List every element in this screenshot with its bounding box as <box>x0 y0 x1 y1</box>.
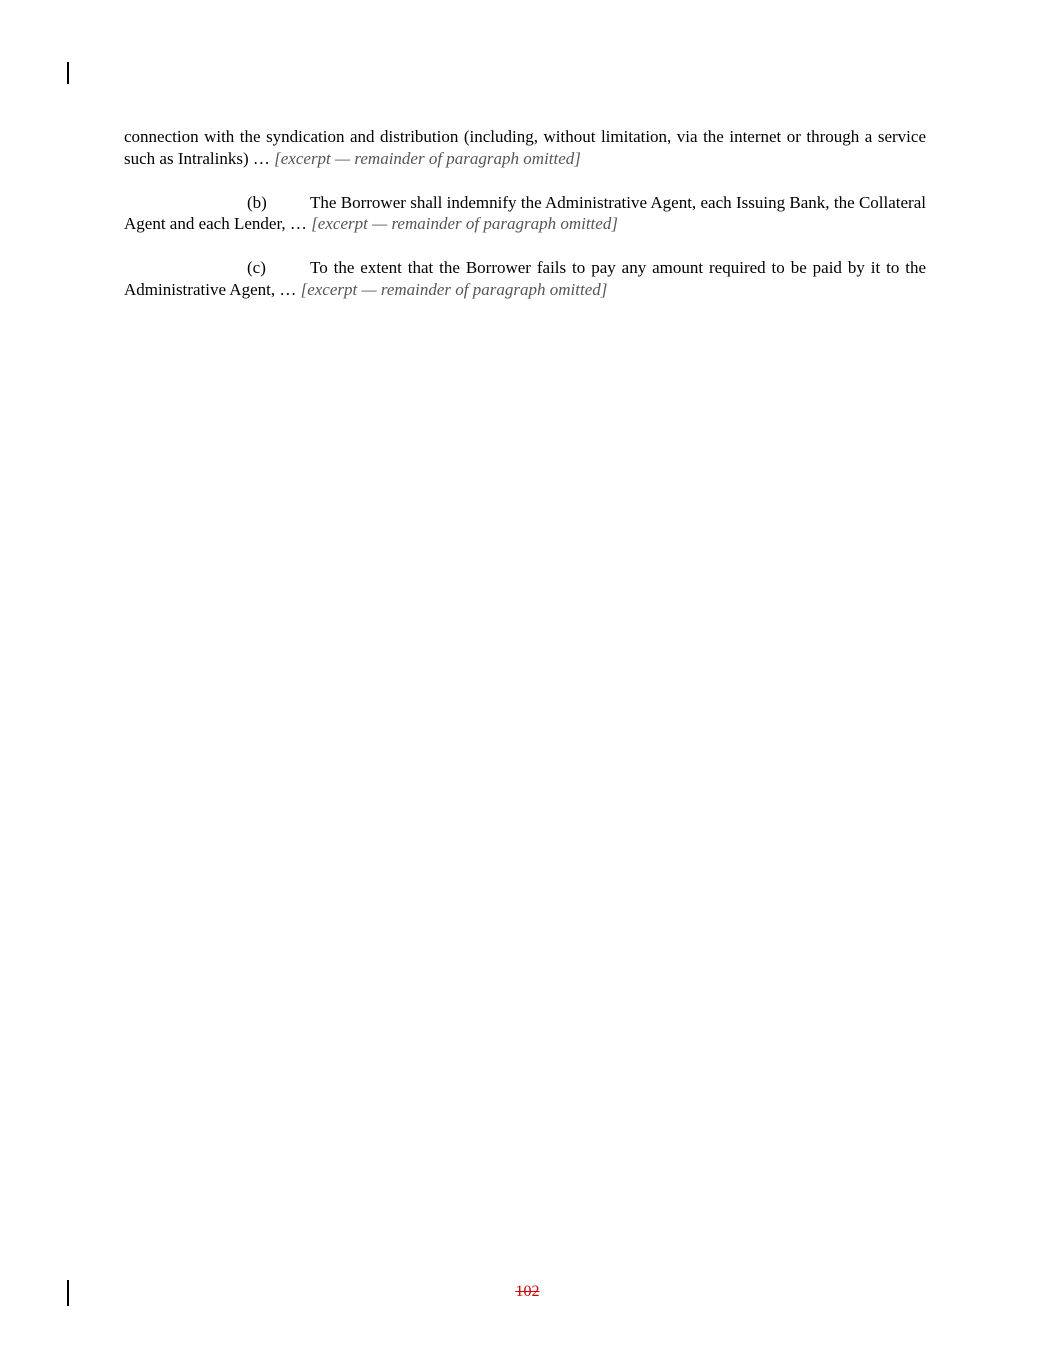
paragraph-label: (b) <box>247 192 267 212</box>
paragraph-c <box>124 257 926 301</box>
paragraph-b <box>124 192 926 236</box>
paragraph-excerpt: The Borrower shall indemnify the Administrative Agent, each Issuing Bank, the Collateral Agent and each Lender, … <box>124 192 926 234</box>
page-number: 102 <box>515 1283 540 1300</box>
paragraph-elision-note: [excerpt — remainder of paragraph omitted] <box>300 279 608 299</box>
revision-change-bar-top <box>67 62 69 84</box>
paragraph-elision-note: [excerpt — remainder of paragraph omitted] <box>311 214 618 234</box>
paragraph-elision-note: [excerpt — remainder of paragraph omitted] <box>274 148 581 168</box>
paragraph-excerpt: To the extent that the Borrower fails to pay any amount required to be paid by it to the Administrative Agent, … <box>124 258 926 299</box>
document-body <box>124 126 926 323</box>
paragraph-excerpt: connection with the syndication and distribution (including, without limitation, via the internet or through a service such as Intralinks) … <box>124 127 926 168</box>
paragraph-label: (c) <box>247 258 266 278</box>
paragraph-continuation <box>124 126 926 170</box>
